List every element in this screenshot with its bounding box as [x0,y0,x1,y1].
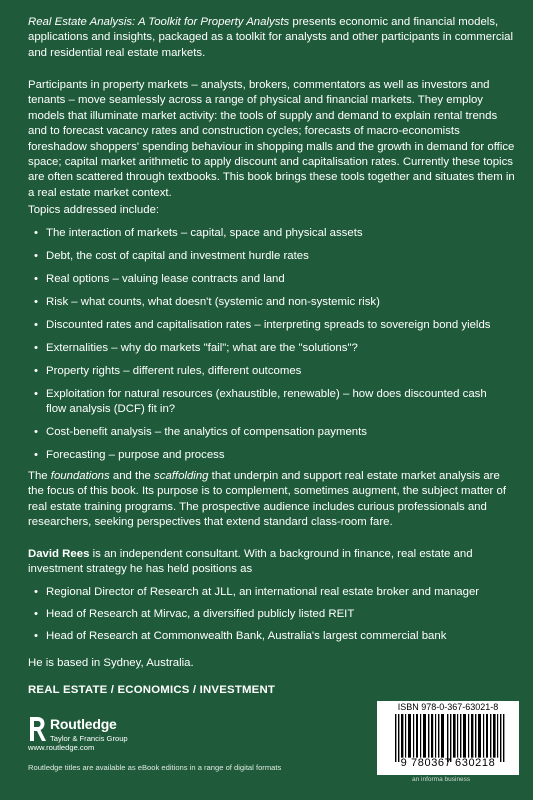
intro-text: presents economic and financial models, applications and insights, packaged as a toolkit for analysts and other participants in commercial and residential real estate markets. [28,16,513,59]
author-bio [28,547,518,578]
bullet-icon: • [34,319,38,331]
topic-item [34,448,494,463]
bullet-icon: • [34,426,38,438]
bullet-icon: • [34,227,38,239]
publisher-group: Taylor & Francis Group [50,734,128,743]
emphasis-foundations: foundations [50,470,110,482]
position-item [34,607,494,622]
closing-paragraph [28,469,518,531]
positions-list [34,585,504,645]
position-text: Regional Director of Research at JLL, an international real estate broker and manager [46,586,480,598]
publisher-name: Routledge [50,716,117,732]
topic-item [34,295,494,310]
bullet-icon: • [34,365,38,377]
position-text: Head of Research at Commonwealth Bank, Australia's largest commercial bank [46,630,447,642]
topic-text: Property rights – different rules, different outcomes [46,365,302,377]
ebook-note: Routledge titles are available as eBook editions in a range of digital formats [28,763,282,772]
barcode-digits: 9 780367 630218 [400,757,496,769]
topic-item [34,387,494,418]
topic-text: Risk – what counts, what doesn't (systemic and non-systemic risk) [46,296,380,308]
book-title: Real Estate Analysis: A Toolkit for Property Analysts [28,16,290,28]
topics-heading: Topics addressed include: [28,204,160,216]
topic-text: The interaction of markets – capital, space and physical assets [46,227,363,239]
topic-item [34,249,494,264]
emphasis-scaffolding: scaffolding [154,470,209,482]
author-location: He is based in Sydney, Australia. [28,657,194,669]
topic-item [34,364,494,379]
closing-text: The [28,470,51,482]
publisher-url[interactable]: www.routledge.com [28,743,95,752]
barcode-icon [389,714,513,762]
imprint-note: an informa business [412,776,471,783]
bullet-icon: • [34,250,38,262]
topic-item [34,318,494,333]
closing-text: and the [109,470,155,482]
topic-item [34,226,494,241]
topic-text: Real options – valuing lease contracts and land [46,273,285,285]
position-item [34,585,494,600]
topic-item [34,341,494,356]
topic-item [34,272,494,287]
position-text: Head of Research at Mirvac, a diversified publicly listed REIT [46,608,355,620]
bullet-icon: • [34,273,38,285]
author-name: David Rees [28,548,90,560]
topic-text: Debt, the cost of capital and investment hurdle rates [46,250,309,262]
description-paragraph: Participants in property markets – analysts, brokers, commentators as well as investors and tenants – move seamlessly across a range of physical and financial markets. They employ models that illuminate market activity: the tools of supply and demand to explain rental trends and to forecast vacancy rates and construction cycles; forecasts of macro-economists foreshadow shoppers' spending behaviour in shopping malls and the growth in demand for office space; capital market arithmetic to apply discount and capitalisation rates. Currently these topics are often scattered through textbooks. This book brings these tools together and situates them in a real estate market context. [28,79,515,199]
publisher-logo [28,715,158,755]
author-bio-text: is an independent consultant. With a background in finance, real estate and investment strategy he has held positions as [28,548,473,576]
bullet-icon: • [34,630,38,642]
barcode-panel [377,701,519,775]
topic-text: Discounted rates and capitalisation rates – interpreting spreads to sovereign bond yields [46,319,491,331]
topic-text: Exploitation for natural resources (exhaustible, renewable) – how does discounted cash flow analysis (DCF) fit in? [46,388,487,416]
bullet-icon: • [34,449,38,461]
topic-text: Cost-benefit analysis – the analytics of compensation payments [46,426,368,438]
intro-paragraph [28,15,518,61]
topic-item [34,425,494,440]
topic-text: Forecasting – purpose and process [46,449,225,461]
bullet-icon: • [34,296,38,308]
subject-categories: REAL ESTATE / ECONOMICS / INVESTMENT [28,684,276,696]
closing-text: that underpin and support real estate market analysis are the focus of this book. Its purpose is to complement, sometimes augment, the subject matter of real estate training programs. The prospective audience includes curious professionals and researchers, seeking perspectives that extend standard class-room fare. [28,470,507,529]
bullet-icon: • [34,388,38,400]
routledge-r-icon [28,715,46,743]
bullet-icon: • [34,342,38,354]
topics-list [34,226,504,466]
position-item [34,629,494,644]
bullet-icon: • [34,586,38,598]
topic-text: Externalities – why do markets "fail"; what are the "solutions"? [46,342,358,354]
bullet-icon: • [34,608,38,620]
isbn-label: ISBN 978-0-367-63021-8 [397,702,499,712]
